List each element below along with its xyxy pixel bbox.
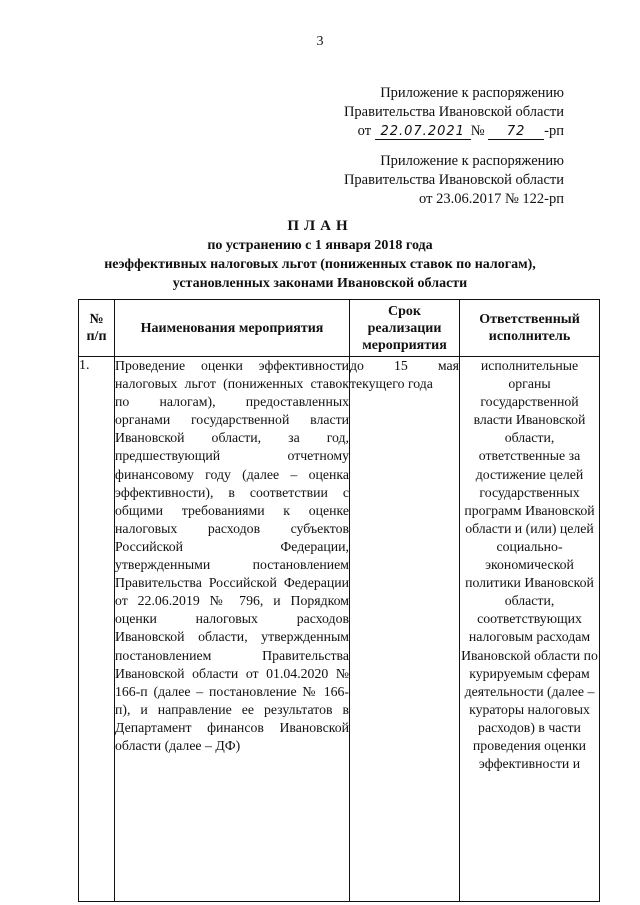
handwritten-date: 22.07.2021	[380, 124, 465, 139]
appendix-original-line2: Правительства Ивановской области	[343, 172, 564, 188]
from-label: от	[357, 123, 372, 139]
row-name: Проведение оценки эффективности налоговых льгот (пониженных ставок по налогам), предоставленных органами государственной власти Ивановской области, за год, предшествующий отчетному финансовому году (далее – оценка эффективности), в соответствии с общими требованиями к оценке налоговых расходов субъектов Российской Федерации, утвержденными постановлением Правительства Российской Федерации от 22.06.2019 № 796, и Порядком оценки налоговых расходов Ивановской области, утвержденным постановлением Правительства Ивановской области от 01.04.2020 № 166-п (далее – постановление № 166-п), и направление ее результатов в Департамент финансов Ивановской области (далее – ДФ)	[115, 357, 350, 902]
table-row	[79, 357, 600, 902]
appendix-current-line1: Приложение к распоряжению	[380, 85, 564, 101]
title-line2: неэффективных налоговых льгот (пониженных ставок по налогам),	[104, 257, 536, 272]
page-number: 3	[316, 34, 324, 49]
header-executor: Ответственный исполнитель	[460, 300, 600, 357]
header-term: Срок реализации мероприятия	[350, 300, 460, 357]
appendix-original	[344, 152, 564, 209]
appendix-original-line1: Приложение к распоряжению	[380, 153, 564, 169]
appendix-current-line2: Правительства Ивановской области	[343, 104, 564, 120]
header-name: Наименования мероприятия	[115, 300, 350, 357]
row-term: до 15 мая текущего года	[350, 357, 460, 902]
document-title	[0, 216, 640, 293]
number-label: №	[470, 123, 485, 139]
title-line3: установленных законами Ивановской области	[172, 276, 468, 291]
title-line1: по устранению с 1 января 2018 года	[207, 238, 433, 253]
table-header-row	[79, 300, 600, 357]
number-suffix: -рп	[544, 123, 564, 139]
header-num: № п/п	[79, 300, 115, 357]
appendix-current	[344, 84, 564, 141]
appendix-original-line3: от 23.06.2017 № 122-рп	[419, 191, 564, 207]
title-main: ПЛАН	[287, 218, 353, 234]
row-executor: исполнительные органы государственной власти Ивановской области, ответственные за достижение целей государственных программ Ивановской области и (или) целей социально-экономической политики Ивановской области, соответствующих налоговым расходам Ивановской области по курируемым сферам деятельности (далее – кураторы налоговых расходов) в части проведения оценки эффективности и	[460, 357, 600, 902]
plan-table	[78, 299, 600, 902]
appendix-current-line3	[344, 122, 564, 141]
row-num: 1.	[79, 357, 115, 902]
handwritten-number: 72	[506, 124, 526, 139]
